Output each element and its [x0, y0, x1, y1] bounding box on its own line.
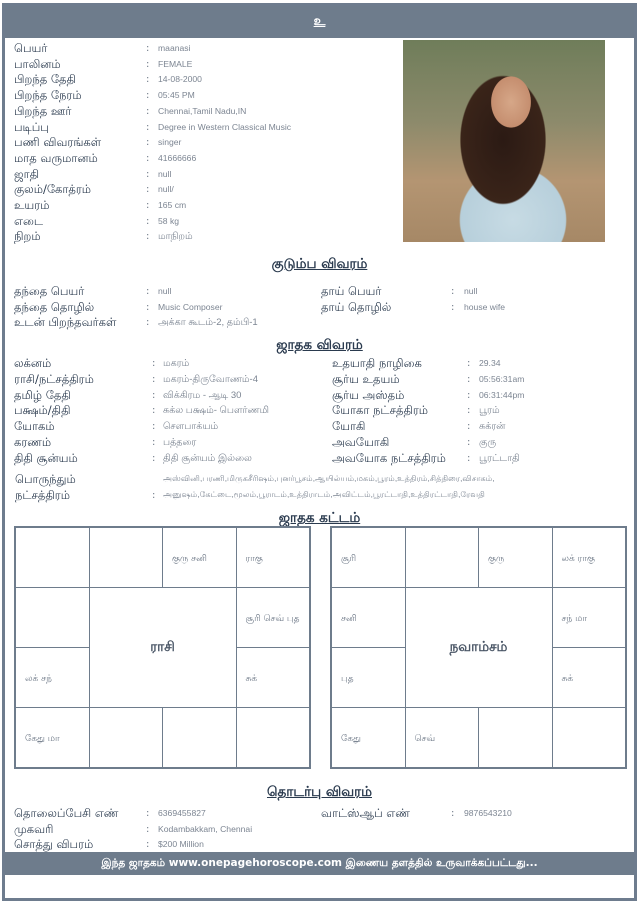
family-section-title: குடும்ப விவரம்	[271, 256, 368, 272]
contact-left-label: சொத்து விபரம்	[14, 837, 94, 851]
jathagam-left-colon: :	[152, 421, 156, 433]
contact-section-title: தொடர்பு விவரம்	[266, 784, 372, 800]
jathagam-right-label: சூர்ய உதயம்	[332, 371, 400, 386]
family-left-value: null	[158, 286, 172, 296]
porutham-label-1: பொருந்தும்	[15, 472, 76, 486]
navamsam-house-cell: சுக்	[552, 647, 627, 708]
family-right-label: தாய் பெயர்	[321, 284, 382, 298]
jathagam-right-colon: :	[467, 405, 471, 417]
jathagam-right-label: உதயாதி நாழிகை	[332, 356, 422, 370]
navamsam-house-cell	[478, 707, 553, 768]
personal-colon: :	[146, 152, 150, 164]
jathagam-left-label: கரணம்	[14, 435, 52, 449]
jathagam-right-value: சுக்ரன்	[479, 421, 506, 433]
jathagam-right-value: 05:56:31am	[479, 373, 525, 384]
porutham-label-2: நட்சத்திரம்	[15, 488, 71, 502]
jathagam-left-colon: :	[152, 452, 156, 464]
personal-label: உயரம்	[14, 198, 50, 212]
jathagam-right-value: 29.34	[479, 358, 501, 368]
personal-colon: :	[146, 43, 150, 54]
personal-value: 05:45 PM	[158, 90, 195, 101]
jathagam-left-label: பக்ஷம்/திதி	[14, 403, 71, 418]
jathagam-right-colon: :	[467, 437, 471, 448]
contact-left-colon: :	[146, 823, 150, 835]
personal-colon: :	[146, 58, 150, 70]
jathagam-left-label: லக்னம்	[14, 356, 52, 370]
personal-colon: :	[146, 90, 150, 102]
jathagam-left-colon: :	[152, 437, 156, 448]
family-left-label: உடன் பிறந்தவர்கள்	[14, 315, 117, 329]
personal-label: எடை	[14, 213, 44, 228]
personal-value: 58 kg	[158, 215, 180, 226]
rasi-house-cell: லக் சந்	[15, 647, 90, 708]
rasi-house-cell: சூரி செவ் புத	[236, 587, 311, 648]
family-left-value: Music Composer	[158, 301, 223, 312]
personal-label: பிறந்த ஊர்	[14, 103, 72, 118]
personal-label: நிறம்	[14, 229, 41, 244]
personal-label: குலம்/கோத்ரம்	[14, 182, 92, 197]
navamsam-house-cell: சூரி	[331, 527, 406, 588]
rasi-house-cell: சுக்	[236, 647, 311, 708]
navamsam-house-cell: லக் ராகு	[552, 527, 627, 588]
personal-value: maanasi	[158, 43, 191, 53]
personal-value: 41666666	[158, 152, 197, 163]
family-left-label: தந்தை பெயர்	[14, 284, 85, 298]
family-right-colon: :	[451, 301, 455, 313]
rasi-house-cell: ராகு	[236, 527, 311, 588]
jathagam-left-value: சுக்ல பக்ஷம்- பௌர்ணமி	[163, 405, 269, 417]
family-left-value: அக்கா கூடம்-2, தம்பி-1	[158, 317, 258, 328]
jathagam-left-label: திதி சூன்யம்	[14, 450, 78, 465]
jathagam-right-label: யோகி	[332, 419, 366, 434]
rasi-house-cell	[89, 707, 164, 768]
personal-colon: :	[146, 184, 150, 196]
jathagam-right-value: 06:31:44pm	[479, 389, 525, 400]
personal-value: null/	[158, 184, 174, 195]
rasi-chart	[14, 526, 311, 769]
navamsam-house-cell	[405, 527, 480, 588]
jathagam-right-label: அவயோகி	[332, 435, 390, 449]
jathagam-left-value: பத்தரை	[163, 437, 197, 448]
jathagam-left-colon: :	[152, 373, 156, 385]
jathagam-left-value: சௌபாக்யம்	[163, 421, 219, 433]
rasi-center-label: ராசி	[89, 587, 237, 708]
contact-right-colon: :	[451, 808, 455, 819]
personal-label: பிறந்த தேதி	[14, 72, 76, 87]
personal-colon: :	[146, 137, 150, 149]
jathagam-right-label: யோகா நட்சத்திரம்	[332, 403, 429, 418]
navamsam-house-cell: செவ்	[405, 707, 480, 768]
contact-left-value: Kodambakkam, Chennai	[158, 823, 253, 834]
personal-value: 165 cm	[158, 200, 187, 210]
family-left-colon: :	[146, 286, 150, 297]
jathagam-section-title: ஜாதக விவரம்	[276, 337, 363, 353]
personal-value: FEMALE	[158, 58, 193, 69]
jathagam-right-value: பூரட்டாதி	[479, 452, 520, 464]
profile-photo	[403, 40, 605, 242]
rasi-house-cell: குரு சனி	[162, 527, 237, 588]
porutham-value-1: அஸ்வினி,பரணி,மிருகசீரிஷம்,புனர்பூசம்,ஆயில்யம்,மகம்,பூரம்,உத்திரம்,சித்திரை,விசாகம்,	[163, 474, 495, 483]
jathagam-right-colon: :	[467, 358, 471, 369]
navamsam-chart	[330, 526, 627, 769]
jathagam-left-colon: :	[152, 405, 156, 417]
jathagam-right-colon: :	[467, 452, 471, 464]
jathagam-right-value: பூரம்	[479, 405, 500, 417]
rasi-house-cell: கேது மா	[15, 707, 90, 768]
rasi-house-cell	[15, 527, 90, 588]
personal-value: Chennai,Tamil Nadu,IN	[158, 105, 247, 116]
jathagam-left-label: யோகம்	[14, 419, 55, 434]
personal-value: மாநிறம்	[158, 231, 193, 243]
horoscope-page	[2, 3, 637, 901]
jathagam-right-value: குரு	[479, 437, 497, 448]
jathagam-right-colon: :	[467, 373, 471, 385]
porutham-value-2: அனுஷம்,கேட்டை,மூலம்,பூராடம்,உத்திராடம்,அவிட்டம்,பூரட்டாதி,உத்திரட்டாதி,ரேவதி	[163, 490, 485, 499]
navamsam-house-cell: புத	[331, 647, 406, 708]
jathagam-left-value: மகரம்	[163, 358, 190, 369]
family-left-colon: :	[146, 317, 150, 328]
personal-label: படிப்பு	[14, 119, 49, 134]
rasi-house-cell	[89, 527, 164, 588]
personal-label: பிறந்த நேரம்	[14, 88, 82, 103]
personal-value: singer	[158, 137, 182, 148]
rasi-house-cell	[236, 707, 311, 768]
family-right-value: house wife	[464, 301, 506, 312]
rasi-house-cell	[15, 587, 90, 648]
navamsam-house-cell: குரு	[478, 527, 553, 588]
jathagam-left-value: திதி சூன்யம் இல்லை	[163, 452, 252, 464]
contact-left-value: 6369455827	[158, 808, 206, 818]
jathagam-left-label: ராசி/நட்சத்திரம்	[14, 371, 94, 386]
family-right-value: null	[464, 286, 478, 296]
navamsam-house-cell	[552, 707, 627, 768]
jathagam-left-value: விக்கிரம - ஆடி 30	[163, 389, 242, 401]
jathagam-left-colon: :	[152, 358, 156, 369]
personal-colon: :	[146, 168, 150, 180]
family-right-colon: :	[451, 286, 455, 297]
jathagam-left-value: மகரம்-திருவோணம்-4	[163, 373, 259, 385]
jathagam-right-label: சூர்ய அஸ்தம்	[332, 387, 405, 402]
personal-colon: :	[146, 121, 150, 133]
personal-colon: :	[146, 231, 150, 243]
porutham-colon: :	[152, 490, 156, 501]
personal-label: பணி விவரங்கள்	[14, 135, 102, 150]
contact-left-value: $200 Million	[158, 839, 204, 849]
navamsam-house-cell: கேது	[331, 707, 406, 768]
contact-right-value: 9876543210	[464, 808, 512, 818]
page-header: உ	[5, 6, 634, 38]
personal-colon: :	[146, 74, 150, 86]
personal-colon: :	[146, 105, 150, 117]
personal-label: பெயர்	[14, 41, 48, 55]
personal-colon: :	[146, 215, 150, 227]
contact-right-label: வாட்ஸ்ஆப் எண்	[321, 806, 410, 820]
personal-label: ஜாதி	[14, 166, 40, 181]
personal-colon: :	[146, 200, 150, 211]
personal-value: Degree in Western Classical Music	[158, 121, 292, 132]
navamsam-center-label: நவாம்சம்	[405, 587, 553, 708]
navamsam-house-cell: சந் மா	[552, 587, 627, 648]
personal-value: null	[158, 168, 172, 179]
jathagam-right-colon: :	[467, 389, 471, 401]
family-left-label: தந்தை தொழில்	[14, 299, 95, 314]
jathagam-left-label: தமிழ் தேதி	[14, 387, 71, 402]
personal-label: மாத வருமானம்	[14, 150, 98, 165]
contact-left-colon: :	[146, 808, 150, 819]
jathagam-right-colon: :	[467, 421, 471, 433]
family-right-label: தாய் தொழில்	[321, 299, 392, 314]
contact-left-label: தொலைப்பேசி எண்	[14, 806, 119, 820]
rasi-house-cell	[162, 707, 237, 768]
footer-banner: இந்த ஜாதகம் www.onepagehoroscope.com இணைய தளத்தில் உருவாக்கப்பட்டது...	[5, 852, 634, 875]
contact-left-colon: :	[146, 839, 150, 850]
contact-left-label: முகவரி	[14, 821, 54, 836]
personal-label: பாலினம்	[14, 56, 61, 71]
jathagam-right-label: அவயோக நட்சத்திரம்	[332, 450, 446, 465]
jathagam-left-colon: :	[152, 389, 156, 401]
family-left-colon: :	[146, 301, 150, 313]
navamsam-house-cell: சனி	[331, 587, 406, 648]
charts-section-title: ஜாதக கட்டம்	[278, 510, 361, 526]
personal-value: 14-08-2000	[158, 74, 202, 85]
